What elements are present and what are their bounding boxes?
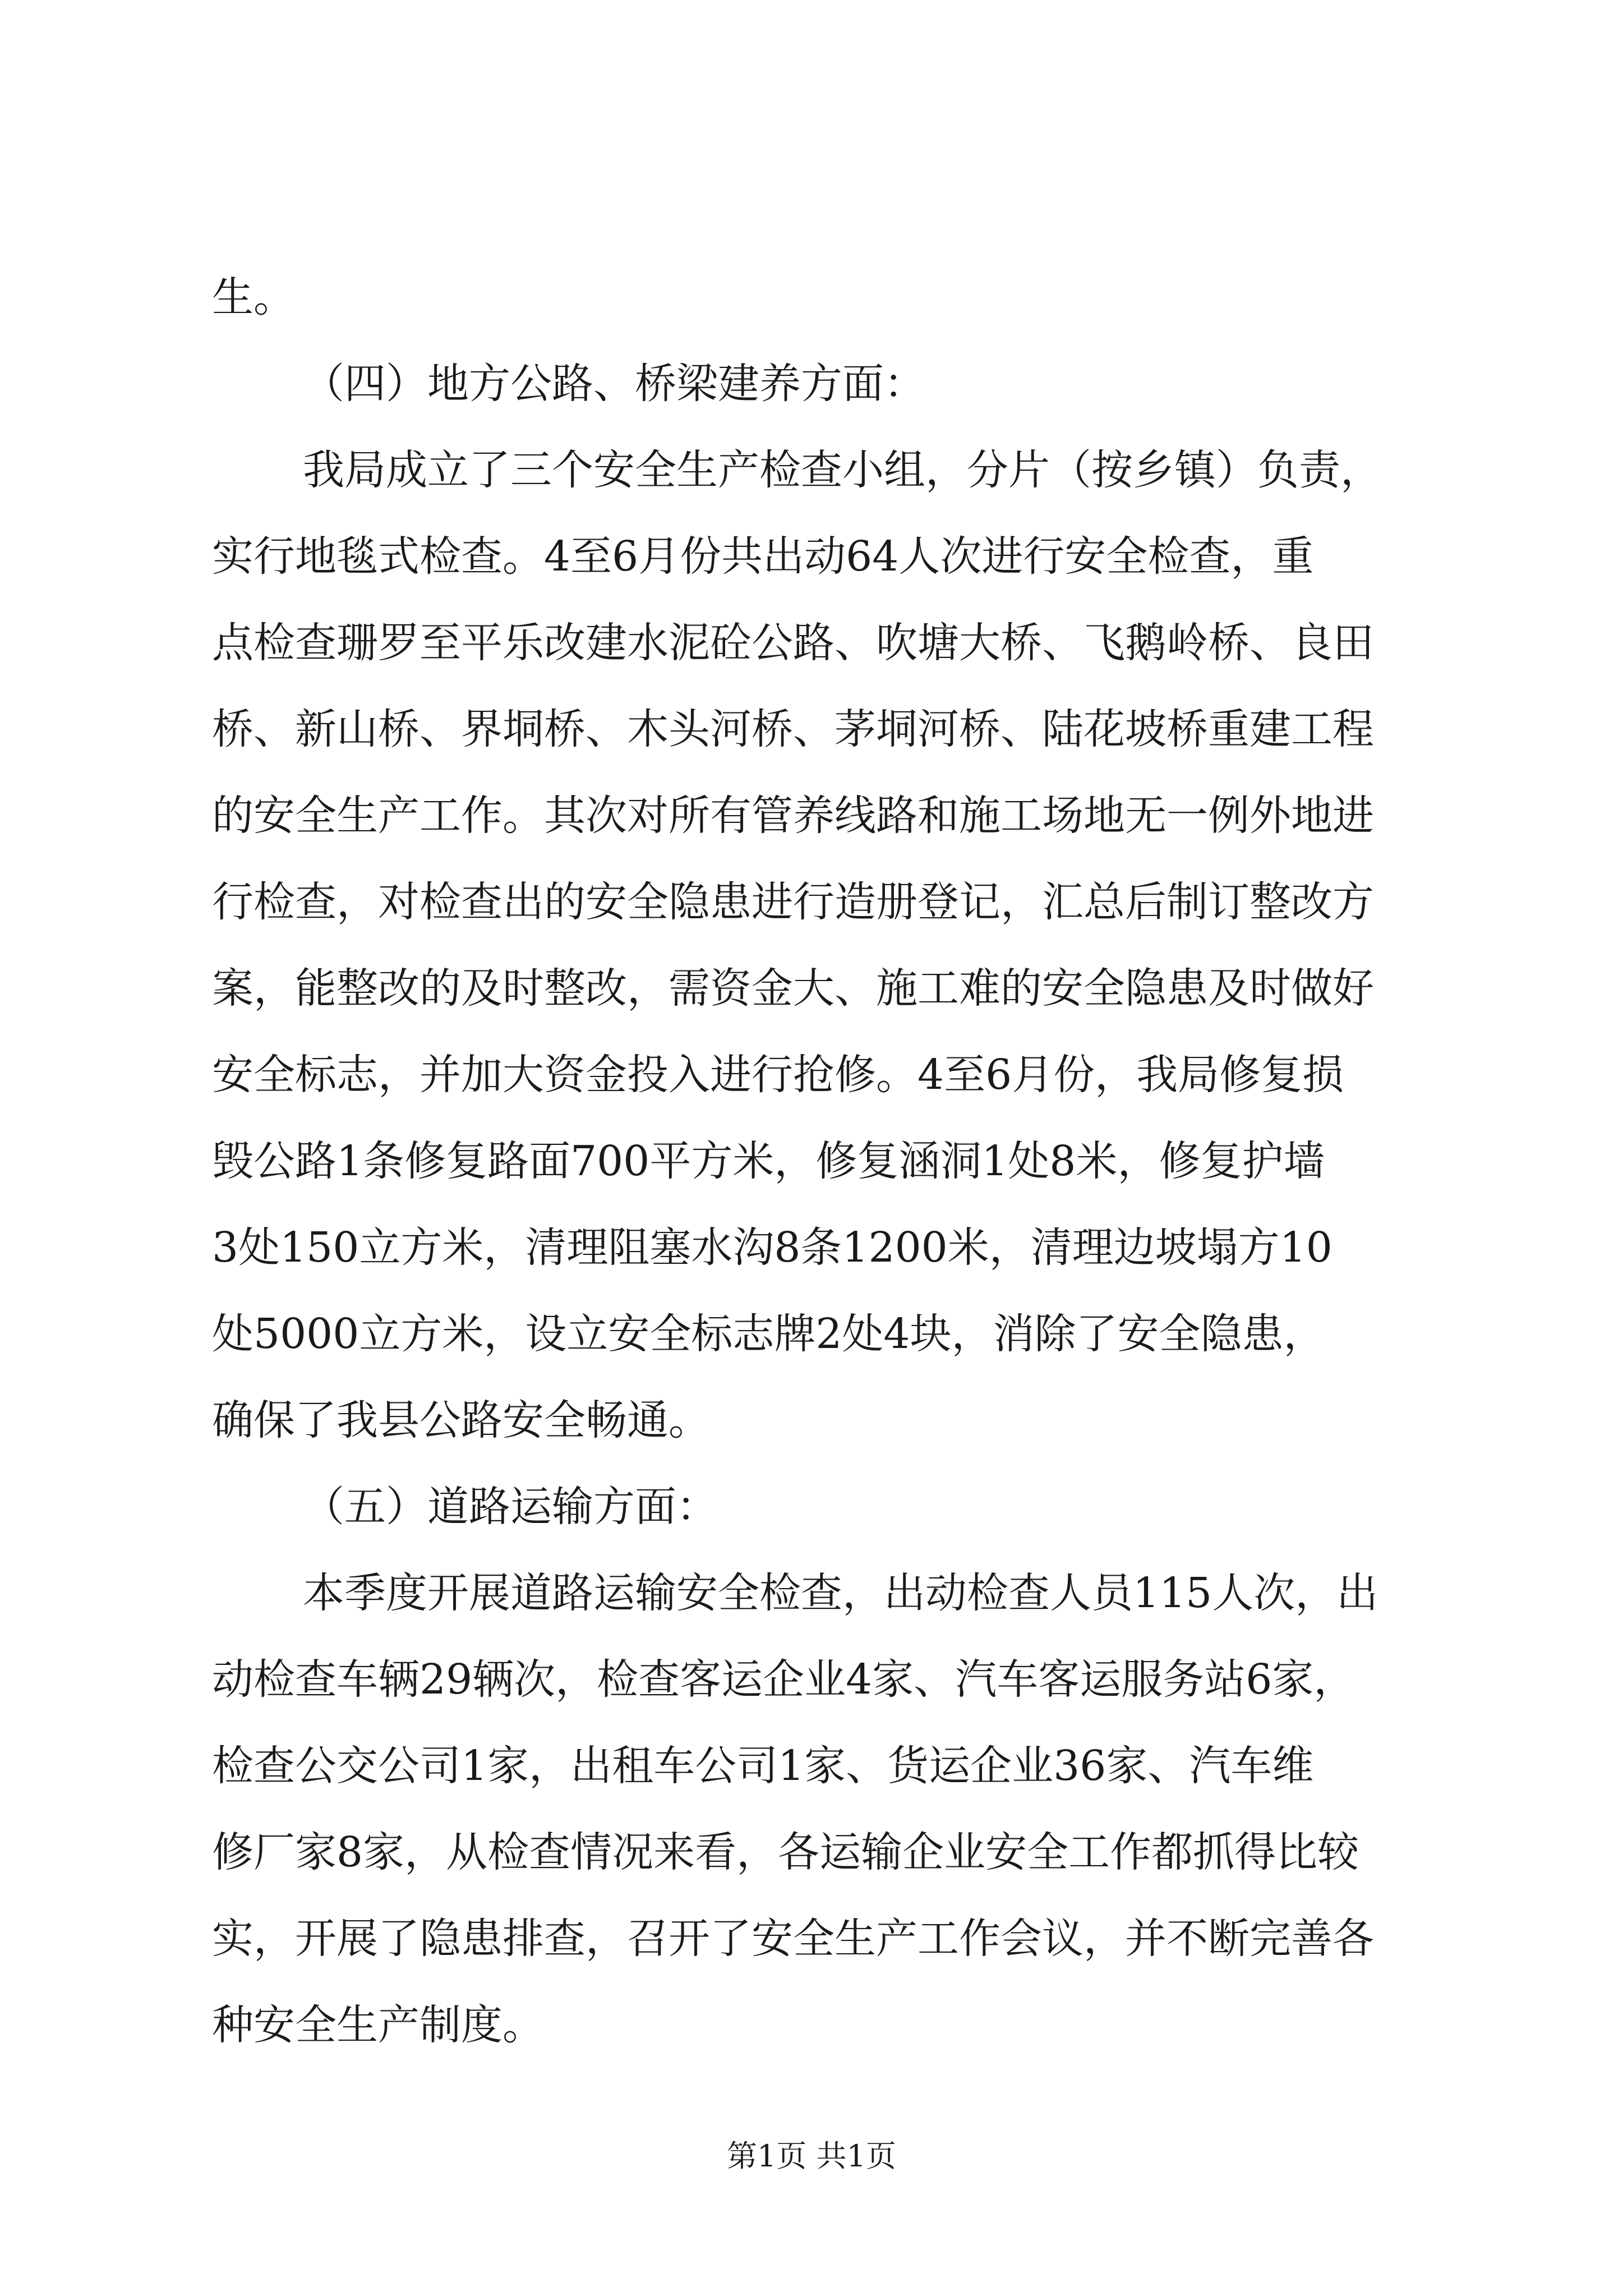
text-line: 种安全生产制度。 bbox=[212, 2001, 544, 2049]
text-line: 检查公交公司1家，出租车公司1家、货运企业36家、汽车维 bbox=[212, 1742, 1314, 1790]
section-heading: （五）道路运输方面： bbox=[303, 1483, 718, 1531]
text-line: 行检查，对检查出的安全隐患进行造册登记，汇总后制订整改方 bbox=[212, 878, 1374, 926]
text-line: 毁公路1条修复路面700平方米，修复涵洞1处8米，修复护墙 bbox=[212, 1137, 1325, 1185]
text-line: 我局成立了三个安全生产检查小组，分片（按乡镇）负责， bbox=[303, 446, 1382, 494]
text-line: 的安全生产工作。其次对所有管养线路和施工场地无一例外地进 bbox=[212, 792, 1374, 840]
text-line: 3处150立方米，清理阻塞水沟8条1200米，清理边坡塌方10 bbox=[212, 1223, 1332, 1272]
text-line: 处5000立方米，设立安全标志牌2处4块，消除了安全隐患， bbox=[212, 1310, 1325, 1358]
text-line: 本季度开展道路运输安全检查，出动检查人员115人次，出 bbox=[303, 1569, 1378, 1617]
text-line: 实行地毯式检查。4至6月份共出动64人次进行安全检查，重 bbox=[212, 532, 1314, 581]
text-line: 桥、新山桥、界垌桥、木头河桥、茅垌河桥、陆花坡桥重建工程 bbox=[212, 705, 1374, 753]
text-line: 修厂家8家，从检查情况来看，各运输企业安全工作都抓得比较 bbox=[212, 1828, 1359, 1876]
text-line: 生。 bbox=[212, 273, 295, 321]
text-line: 实，开展了隐患排查，召开了安全生产工作会议，并不断完善各 bbox=[212, 1915, 1374, 1963]
text-line: 安全标志，并加大资金投入进行抢修。4至6月份，我局修复损 bbox=[212, 1051, 1344, 1099]
text-line: 确保了我县公路安全畅通。 bbox=[212, 1396, 710, 1444]
page-footer: 第1页 共1页 bbox=[727, 2138, 896, 2174]
section-heading: （四）地方公路、桥梁建养方面： bbox=[303, 360, 925, 408]
text-line: 动检查车辆29辆次，检查客运企业4家、汽车客运服务站6家， bbox=[212, 1655, 1355, 1704]
text-line: 点检查珊罗至平乐改建水泥砼公路、吹塘大桥、飞鹅岭桥、良田 bbox=[212, 619, 1374, 667]
text-line: 案，能整改的及时整改，需资金大、施工难的安全隐患及时做好 bbox=[212, 964, 1374, 1013]
